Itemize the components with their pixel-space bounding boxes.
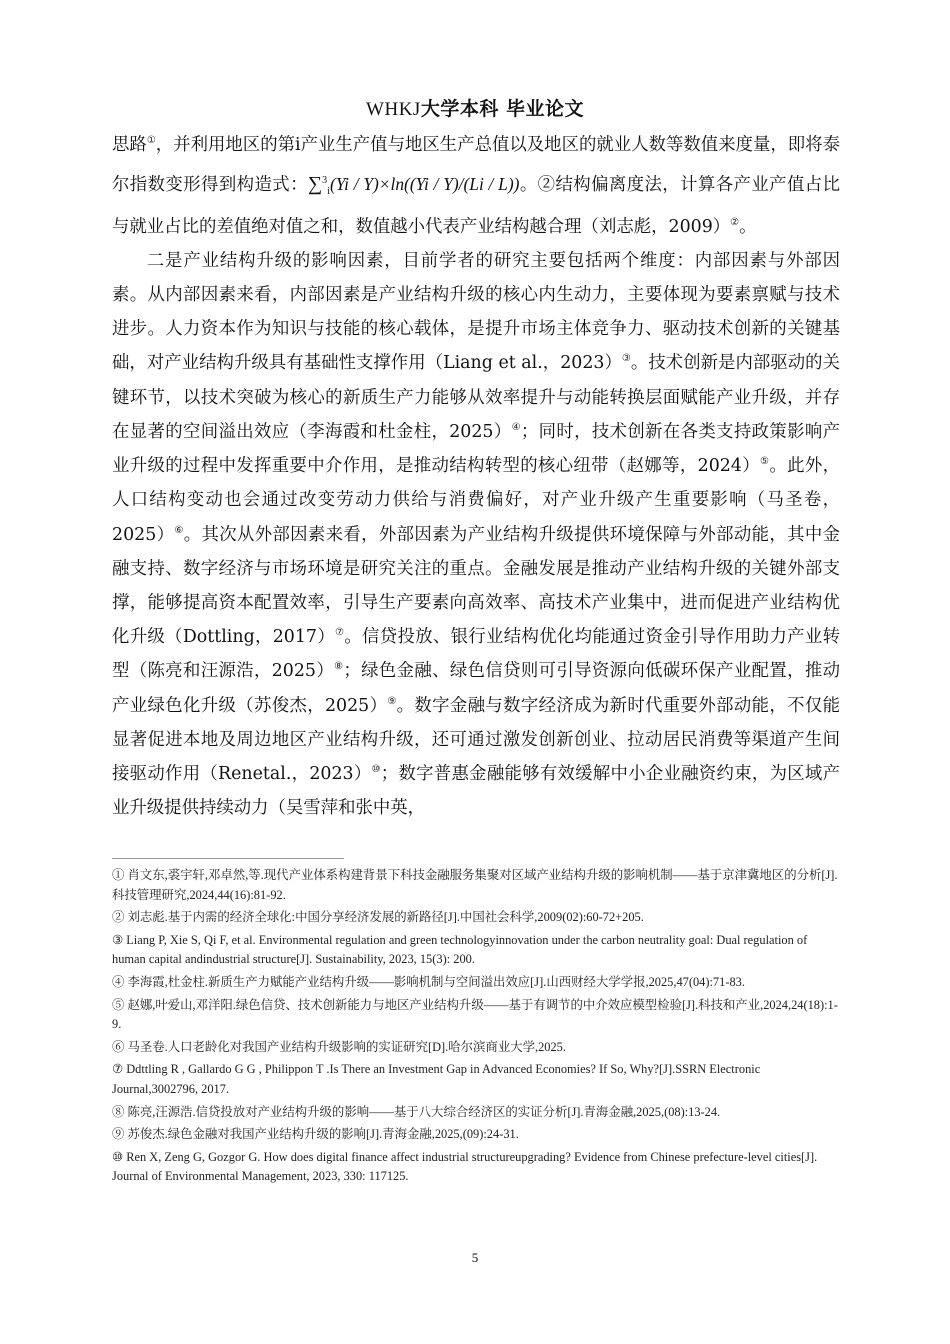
text-segment: 二是产业结构升级的影响因素，目前学者的研究主要包括两个维度：内部因素与外部因素。从内部因素来看，内部因素是产业结构升级的核心内生动力，主要体现为要素禀赋与技术进步。人力资本作为知识与技能的核心载体，是提升市场主体竞争力、驱动技术创新的关键基础，对产业结构升级具有基础性支撑作用（Liang et al.，2023） <box>112 250 840 374</box>
text-segment: 。②结构偏离度法，计算各产业产值占比与就业占比的差值绝对值之和，数值越小代表产业结构越合理（刘志彪，2009） <box>112 175 840 237</box>
footnote-marker-3[interactable]: ③ <box>621 353 631 365</box>
footnote-7: ⑦ Ddttling R , Gallardo G G , Philippon T .Is There an Investment Gap in Advanced Economies? If So, Why?[J].SSRN Electronic Journal,3002796, 2017. <box>112 1062 761 1096</box>
footnote-marker-8[interactable]: ⑧ <box>334 661 344 673</box>
header-code: WHKJ <box>366 99 421 120</box>
footnotes <box>112 866 840 1190</box>
body-text <box>112 128 840 825</box>
text-segment: 。 <box>739 216 757 237</box>
footnote-1: ① 肖文东,裘宇轩,邓卓然,等.现代产业体系构建背景下科技金融服务集聚对区域产业结构升级的影响机制——基于京津冀地区的分析[J].科技管理研究,2024,44(16):81-92. <box>112 868 838 902</box>
footnote-2: ② 刘志彪.基于内需的经济全球化:中国分享经济发展的新路径[J].中国社会科学,2009(02):60-72+205. <box>112 910 644 925</box>
footnote-marker-4[interactable]: ④ <box>511 422 521 434</box>
paragraph-influencing-factors <box>112 244 840 825</box>
footnote-separator <box>112 858 344 859</box>
text-segment: 。其次从外部因素来看，外部因素为产业结构升级提供环境保障与外部动能，其中金融支持、数字经济与市场环境是研究关注的重点。金融发展是推动产业结构升级的关键外部支撑，能够提高资本配置效率，引导生产要素向高效率、高技术产业集中，进而促进产业结构优化升级（Dottling，2017） <box>112 524 840 648</box>
sum-index: i <box>327 186 330 198</box>
footnote-marker-9[interactable]: ⑨ <box>387 695 397 707</box>
footnote-6: ⑥ 马圣卷.人口老龄化对我国产业结构升级影响的实证研究[D].哈尔滨商业大学,2025. <box>112 1039 566 1054</box>
footnote-3: ③ Liang P, Xie S, Qi F, et al. Environmental regulation and green technologyinnovation under the carbon neutrality goal: Dual regulation of human capital andindustrial structure[J]. Sustainability, 2023, 15(3): 200. <box>112 932 808 967</box>
footnote-4: ④ 李海霞,杜金柱.新质生产力赋能产业结构升级——影响机制与空间溢出效应[J].山西财经大学学报,2025,47(04):71-83. <box>112 974 745 989</box>
theil-index-formula <box>307 173 520 198</box>
formula-body: (Yi / Y)×ln((Yi / Y)/(Li / L)) <box>329 174 520 194</box>
text-segment: 。技术创新是内部驱动的关键环节，以技术突破为核心的新质生产力能够从效率提升与动能转换层面赋能产业升级，并存在显著的空间溢出效应（李海霞和杜金柱，2025） <box>112 353 840 442</box>
text-segment: ；数字普惠金融能够有效缓解中小企业融资约束，为区域产业升级提供持续动力（吴雪萍和张中英， <box>112 763 840 819</box>
footnote-10: ⑩ Ren X, Zeng G, Gozgor G. How does digital finance affect industrial structureupgrading? Evidence from Chinese prefecture-level cities[J]. Journal of Environmental Management, 2023, 330: 117125. <box>112 1149 818 1184</box>
footnote-9: ⑨ 苏俊杰.绿色金融对我国产业结构升级的影响[J].青海金融,2025,(09):24-31. <box>112 1127 519 1142</box>
sum-upper-limit: 3 <box>322 175 328 187</box>
footnote-marker-2[interactable]: ② <box>730 216 740 228</box>
footnote-marker-6[interactable]: ⑥ <box>174 524 184 536</box>
footnote-marker-1[interactable]: ① <box>146 135 156 147</box>
text-segment: ，并利用地区的第i产业生产值与地区生产总值以及地区的就业人数等数值来度量，即将泰尔指数变形得到构造式： <box>112 135 840 195</box>
text-segment: 。信贷投放、银行业结构优化均能通过资金引导作用助力产业转型（陈亮和汪源浩，2025） <box>112 627 841 682</box>
page-header <box>0 94 950 121</box>
header-title: 大学本科 毕业论文 <box>420 98 584 120</box>
text-segment: 。数字金融与数字经济成为新时代重要外部动能，不仅能显著促进本地及周边地区产业结构升级，还可通过激发创新创业、拉动居民消费等渠道产生间接驱动作用（Renetal.，2023） <box>112 695 840 784</box>
paragraph-structure-measures <box>112 128 840 244</box>
footnote-marker-10[interactable]: ⑩ <box>371 764 381 776</box>
footnote-marker-5[interactable]: ⑤ <box>760 456 770 468</box>
sum-symbol: ∑ <box>307 173 323 195</box>
text-segment: ；同时，技术创新在各类支持政策影响产业升级的过程中发挥重要中介作用，是推动结构转型的核心纽带（赵娜等，2024） <box>112 421 840 477</box>
footnote-8: ⑧ 陈亮,汪源浩.信贷投放对产业结构升级的影响——基于八大综合经济区的实证分析[J].青海金融,2025,(08):13-24. <box>112 1104 721 1119</box>
text-segment: 思路 <box>112 135 147 155</box>
footnote-5: ⑤ 赵娜,叶爱山,邓洋阳.绿色信贷、技术创新能力与地区产业结构升级——基于有调节的中介效应模型检验[J].科技和产业,2024,24(18):1-9. <box>112 997 838 1032</box>
text-segment: 。此外，人口结构变动也会通过改变劳动力供给与消费偏好，对产业升级产生重要影响（马圣卷，2025） <box>112 456 840 545</box>
text-segment: ；绿色金融、绿色信贷则可引导资源向低碳环保产业配置，推动产业绿色化升级（苏俊杰，2025） <box>112 661 840 716</box>
page-number: 5 <box>471 1250 479 1265</box>
footnote-marker-7[interactable]: ⑦ <box>335 627 345 639</box>
